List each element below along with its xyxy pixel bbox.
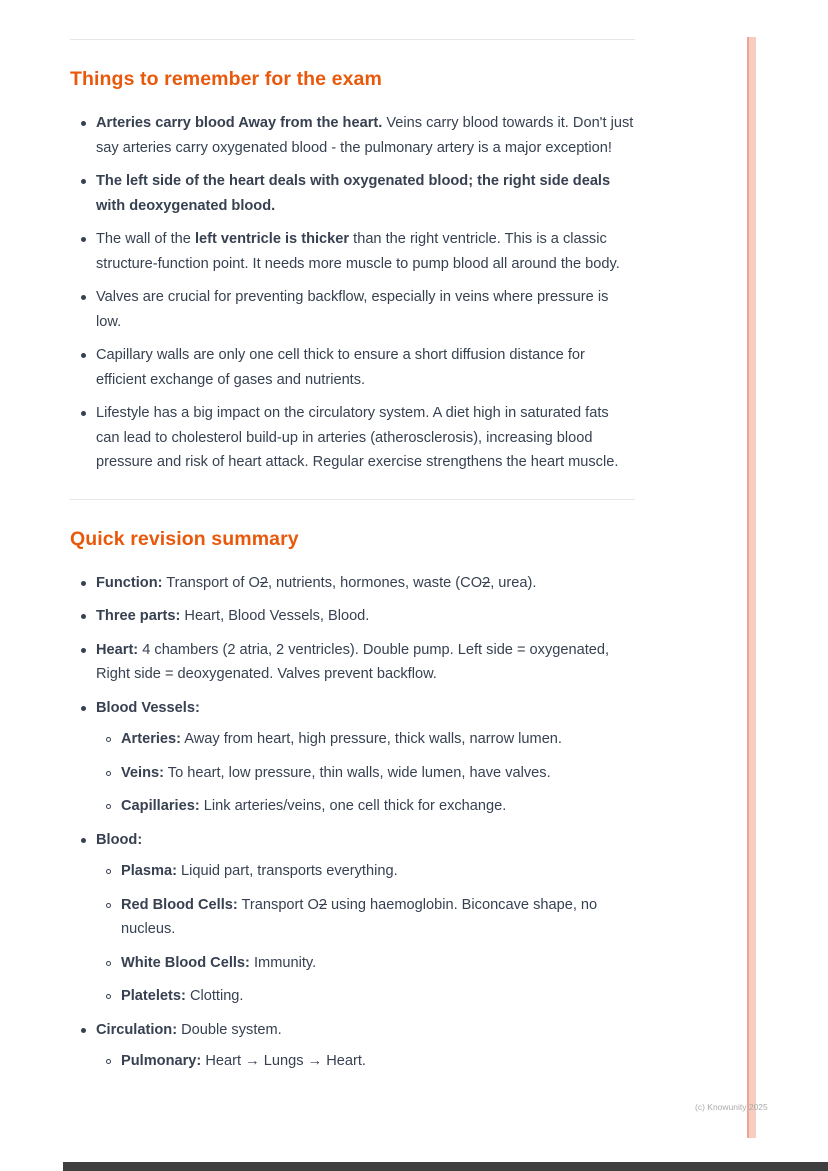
text-segment: To heart, low pressure, thin walls, wide lumen, have valves. [164,764,551,781]
section-quick-revision [70,499,635,1074]
text-segment: Circulation: [96,1021,178,1038]
divider [70,499,635,500]
circle-bullet-icon [106,869,111,874]
text-segment: than the right ventricle. This is a classic structure-function point. It needs more muscle to pump blood all around the body. [96,231,620,272]
bullet-list [70,111,635,475]
text-segment: Valves are crucial for preventing backflow, especially in veins where pressure is low. [96,289,609,330]
text-segment: Link arteries/veins, one cell thick for exchange. [199,798,507,814]
text-segment: Immunity. [249,954,317,971]
text-segment: White Blood Cells: [121,954,250,971]
bullet-icon [81,706,86,711]
text-segment: Heart: [96,641,139,658]
text-segment: Arteries: [121,731,182,747]
list-item [81,638,635,687]
text-segment: using haemoglobin. Biconcave shape, no nucleus. [121,896,598,937]
bullet-icon [81,237,86,242]
text-segment: The left side of the heart deals with oxygenated blood; the right side deals with deoxygenated blood. [96,173,611,214]
text-segment: Double system. [177,1021,282,1038]
text-segment: Three parts: [96,608,181,624]
text-segment: Heart, Blood Vessels, Blood. [180,608,370,624]
list-item [106,951,635,976]
section-title: Things to remember for the exam [70,68,382,90]
text-segment: Veins: [121,764,164,781]
bullet-icon [81,411,86,416]
text-segment: Red Blood Cells: [121,896,238,913]
circle-bullet-icon [106,804,111,809]
text-segment: Plasma: [121,863,177,879]
text-segment: , nutrients, hormones, waste (CO [267,574,483,591]
bullet-icon [81,614,86,619]
text-segment: 2 [482,574,491,591]
list-item [106,727,635,752]
text-segment: 2 [318,896,327,913]
circle-bullet-icon [106,903,111,908]
text-segment: Capillary walls are only one cell thick to ensure a short diffusion distance for efficient exchange of gases and nutrients. [96,347,585,388]
text-segment: Capillaries: [121,798,200,814]
text-segment: Blood Vessels: [96,699,200,716]
text-segment: Transport O [237,896,319,913]
list-item [81,828,635,1009]
bullet-icon [81,838,86,843]
text-segment: , urea). [490,574,537,591]
nested-bullet-list [96,859,635,1009]
text-segment: Function: [96,574,163,591]
text-segment: Clotting. [185,988,244,1004]
nested-bullet-list [96,727,635,819]
circle-bullet-icon [106,737,111,742]
text-segment: Pulmonary: [121,1053,202,1069]
list-item [81,227,635,276]
list-item [106,984,635,1009]
section-title: Quick revision summary [70,527,299,550]
text-segment: left ventricle is thicker [194,231,350,247]
list-item [81,1018,635,1074]
bullet-icon [81,179,86,184]
circle-bullet-icon [106,771,111,776]
bullet-icon [81,121,86,126]
text-segment: Transport of O [162,574,260,591]
text-segment: Veins carry blood towards it. Don't just say arteries carry oxygenated blood - the pulmonary artery is a major exception! [96,115,634,156]
section-things-to-remember [70,39,635,475]
bullet-icon [81,1028,86,1033]
text-segment: Liquid part, transports everything. [176,863,398,879]
list-item [106,761,635,786]
list-item [106,859,635,884]
nested-bullet-list [96,1049,635,1074]
list-item [81,571,635,596]
list-item [81,604,635,629]
watermark: (c) Knowunity 2025 [695,1102,768,1112]
bullet-icon [81,295,86,300]
list-item [81,343,635,392]
bullet-icon [81,353,86,358]
bullet-icon [81,581,86,586]
list-item [81,111,635,160]
list-item [106,893,635,942]
text-segment: Arteries carry blood Away from the heart. [96,115,383,131]
text-segment: Lifestyle has a big impact on the circulatory system. A diet high in saturated fats can lead to cholesterol build-up in arteries (atherosclerosis), increasing blood pressure and risk of heart attack. Regular exercise strengthens the heart muscle. [96,405,619,470]
text-segment: Away from heart, high pressure, thick walls, narrow lumen. [181,731,562,747]
list-item [106,1049,635,1074]
circle-bullet-icon [106,961,111,966]
text-segment: 4 chambers (2 atria, 2 ventricles). Double pump. Left side = oxygenated, Right side = deoxygenated. Valves prevent backflow. [96,641,610,682]
page-edge-accent-bar [747,37,756,1138]
list-item [81,696,635,819]
list-item [81,285,635,334]
bullet-list [70,571,635,1074]
text-segment: The wall of the [96,231,195,247]
circle-bullet-icon [106,994,111,999]
text-segment: Heart → Lungs → Heart. [201,1053,366,1069]
list-item [106,794,635,819]
text-segment: Blood: [96,831,143,848]
divider [70,39,635,40]
page-bottom-edge [63,1162,828,1171]
text-segment: Platelets: [121,988,186,1004]
bullet-icon [81,648,86,653]
text-segment: 2 [259,574,268,591]
circle-bullet-icon [106,1059,111,1064]
list-item [81,401,635,475]
list-item [81,169,635,218]
